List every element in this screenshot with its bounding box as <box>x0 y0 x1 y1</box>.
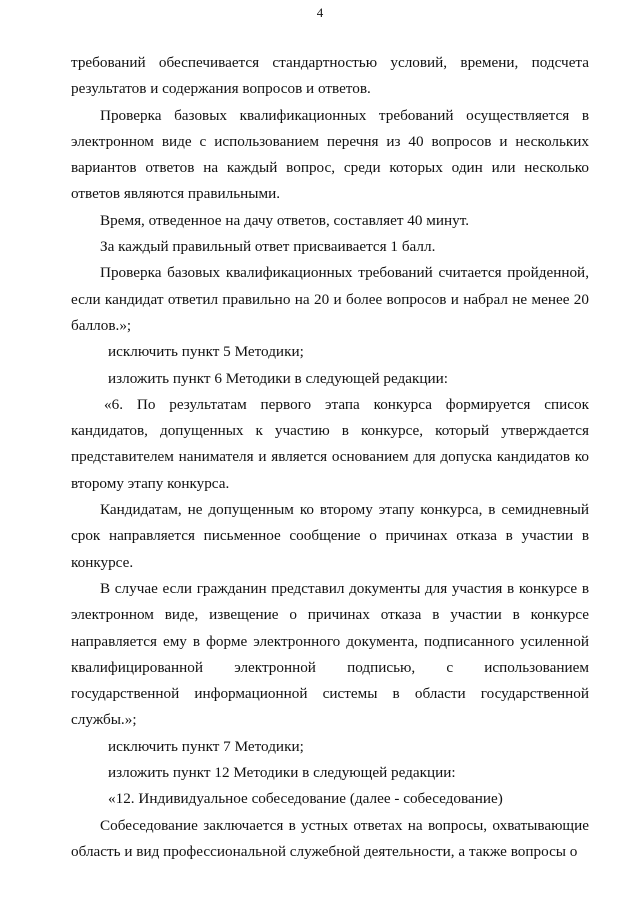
paragraph-scoring: За каждый правильный ответ присваивается 1 балл. <box>100 238 436 256</box>
paragraph-continuation: требований обеспечивается стандартностью условий, времени, подсчета результатов и содержания вопросов и ответов. <box>71 54 589 98</box>
document-body <box>71 50 589 865</box>
paragraph-point-12-heading: «12. Индивидуальное собеседование (далее - собеседование) <box>108 790 503 808</box>
paragraph-basic-check: Проверка базовых квалификационных требований осуществляется в электронном виде с использованием перечня из 40 вопросов и нескольких вариантов ответов на каждый вопрос, среди которых один или несколько ответов являются правильными. <box>71 106 589 203</box>
paragraph-restate-point-6: изложить пункт 6 Методики в следующей редакции: <box>108 369 448 387</box>
paragraph-interview-description: Собеседование заключается в устных ответах на вопросы, охватывающие область и вид профессиональной служебной деятельности, а также вопросы о <box>71 816 589 860</box>
paragraph-rejection-notice: Кандидатам, не допущенным ко второму этапу конкурса, в семидневный срок направляется письменное сообщение о причинах отказа в участии в конкурсе. <box>71 501 589 571</box>
paragraph-exclude-point-5: исключить пункт 5 Методики; <box>108 343 304 361</box>
paragraph-restate-point-12: изложить пункт 12 Методики в следующей редакции: <box>108 764 456 782</box>
paragraph-exclude-point-7: исключить пункт 7 Методики; <box>108 737 304 755</box>
paragraph-point-6-text: «6. По результатам первого этапа конкурса формируется список кандидатов, допущенных к участию в конкурсе, который утверждается представителем нанимателя и является основанием для допуска кандидатов ко второму этапу конкурса. <box>71 395 589 492</box>
paragraph-time-limit: Время, отведенное на дачу ответов, составляет 40 минут. <box>100 211 470 229</box>
paragraph-electronic-notice: В случае если гражданин представил документы для участия в конкурсе в электронном виде, извещение о причинах отказа в участии в конкурсе направляется ему в форме электронного документа, подписанного усиленной квалифицированной электронной подписью, с использованием государственной информационной системы в области государственной службы.»; <box>71 579 589 729</box>
page-number: 4 <box>316 5 324 20</box>
paragraph-pass-criteria: Проверка базовых квалификационных требований считается пройденной, если кандидат ответил правильно на 20 и более вопросов и набрал не менее 20 баллов.»; <box>71 264 589 334</box>
